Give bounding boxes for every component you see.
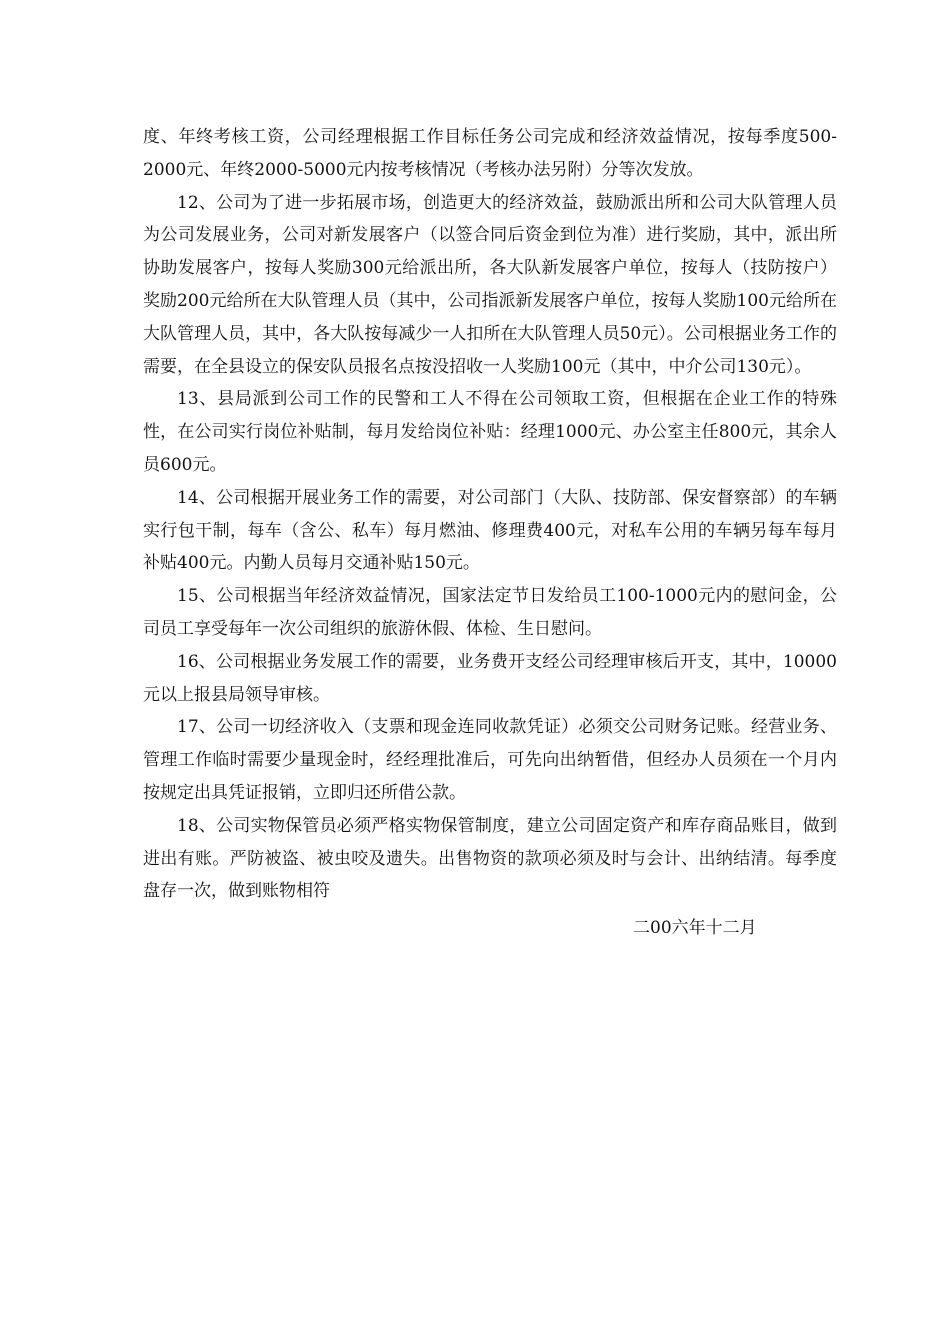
document-date: 二00六年十二月 [633, 918, 757, 939]
paragraph-item-17: 17、公司一切经济收入（支票和现金连同收款凭证）必须交公司财务记账。经营业务、管理工作临时需要少量现金时，经经理批准后，可先向出纳暂借，但经办人员须在一个月内按规定出具凭证报销，立即归还所借公款。 [143, 717, 837, 803]
paragraph-item-12: 12、公司为了进一步拓展市场，创造更大的经济效益，鼓励派出所和公司大队管理人员为公司发展业务，公司对新发展客户（以签合同后资金到位为准）进行奖励，其中，派出所协助发展客户，按每人奖励300元给派出所，各大队新发展客户单位，按每人（技防按户）奖励200元给所在大队管理人员（其中，公司指派新发展客户单位，按每人奖励100元给所在大队管理人员，其中，各大队按每减少一人扣所在大队管理人员50元）。公司根据业务工作的需要，在全县设立的保安队员报名点按没招收一人奖励100元（其中，中介公司130元）。 [143, 192, 837, 377]
paragraph-item-14: 14、公司根据开展业务工作的需要，对公司部门（大队、技防部、保安督察部）的车辆实行包干制，每车（含公、私车）每月燃油、修理费400元，对私车公用的车辆另每车每月补贴400元。内勤人员每月交通补贴150元。 [143, 487, 837, 574]
paragraph-item-18: 18、公司实物保管员必须严格实物保管制度，建立公司固定资产和库存商品账目，做到进出有账。严防被盗、被虫咬及遗失。出售物资的款项必须及时与会计、出纳结清。每季度盘存一次，做到账物相符 [143, 815, 837, 902]
paragraph-item-13: 13、县局派到公司工作的民警和工人不得在公司领取工资，但根据在企业工作的特殊性，在公司实行岗位补贴制，每月发给岗位补贴：经理1000元、办公室主任800元，其余人员600元。 [143, 389, 837, 475]
paragraph-item-16: 16、公司根据业务发展工作的需要，业务费开支经公司经理审核后开支，其中，10000元以上报县局领导审核。 [143, 651, 837, 705]
document-body [143, 121, 837, 945]
paragraph-item-15: 15、公司根据当年经济效益情况，国家法定节日发给员工100-1000元内的慰问金，公司员工享受每年一次公司组织的旅游休假、体检、生日慰问。 [143, 586, 837, 639]
paragraph-continuation: 度、年终考核工资，公司经理根据工作目标任务公司完成和经济效益情况，按每季度500-2000元、年终2000-5000元内按考核情况（考核办法另附）分等次发放。 [143, 127, 837, 180]
